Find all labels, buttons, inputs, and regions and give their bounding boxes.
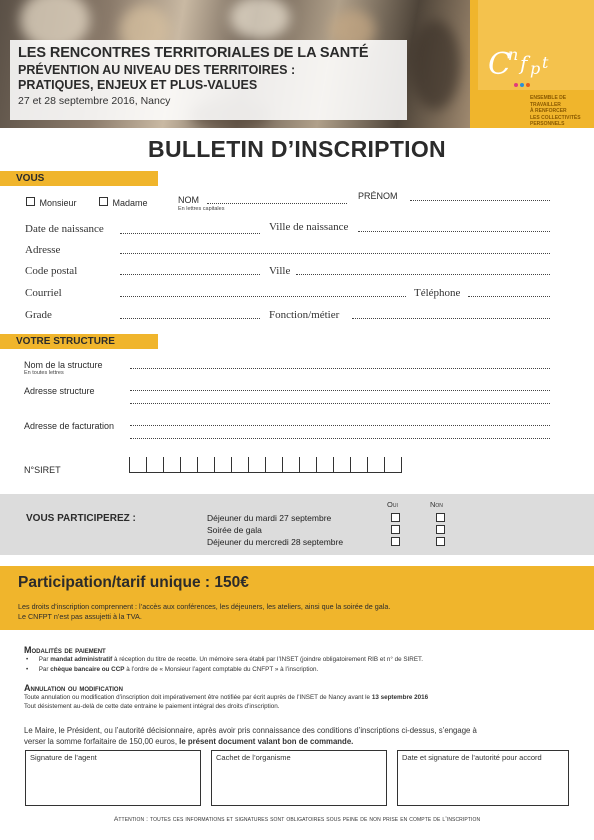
- ville-naissance-field[interactable]: [358, 231, 550, 232]
- signature-autorite-label: Date et signature de l’autorité pour accord: [402, 753, 542, 762]
- tarif-heading: Participation/tarif unique : 150€: [18, 574, 249, 591]
- adresse-facturation-field-2[interactable]: [130, 438, 550, 439]
- signature-agent-label: Signature de l’agent: [30, 753, 97, 762]
- logo-tagline: [530, 95, 590, 128]
- date-naissance-field[interactable]: [120, 233, 260, 234]
- oui-header: Oui: [387, 500, 398, 509]
- paiement-heading: Modalités de paiement: [24, 645, 106, 655]
- soiree-gala-label: Soirée de gala: [207, 525, 262, 535]
- nom-structure-label: Nom de la structure: [24, 360, 103, 370]
- ville-field[interactable]: [296, 274, 550, 275]
- ville-naissance-label: Ville de naissance: [269, 221, 349, 233]
- annulation-l1-pre: Toute annulation ou modification d’inscription doit impérativement être notifiée par écrit auprès de l’INSET de Nancy avant le: [24, 694, 372, 701]
- adresse-label: Adresse: [25, 244, 61, 256]
- monsieur-checkbox[interactable]: [26, 197, 35, 206]
- grade-field[interactable]: [120, 318, 260, 319]
- dejeuner-mardi-label: Déjeuner du mardi 27 septembre: [207, 513, 332, 523]
- dejeuner-mercredi-non-checkbox[interactable]: [436, 537, 445, 546]
- adresse-structure-field-1[interactable]: [130, 390, 550, 391]
- event-subtitle-2: PRATIQUES, ENJEUX ET PLUS-VALUES: [18, 78, 258, 92]
- section-structure: VOTRE STRUCTURE: [0, 334, 158, 349]
- nom-field[interactable]: [207, 203, 347, 204]
- madame-option[interactable]: [99, 193, 147, 211]
- paiement-b1-pre: Par: [38, 656, 51, 663]
- paiement-b1-bold: mandat administratif: [50, 656, 113, 663]
- nom-label: NOM: [178, 195, 199, 205]
- adresse-facturation-label: Adresse de facturation: [24, 421, 115, 431]
- paiement-b1-post: à réception du titre de recette. Un mémoire sera établi par l’INSET (joindre obligatoirement RIB et n° de SIRET.: [112, 656, 423, 663]
- ville-label: Ville: [269, 265, 291, 277]
- tagline-line: LES COLLECTIVITÉS: [530, 114, 581, 121]
- section-vous: VOUS: [0, 171, 158, 186]
- telephone-label: Téléphone: [414, 287, 461, 299]
- date-naissance-label: Date de naissance: [25, 223, 104, 235]
- signature-autorite-box[interactable]: [397, 750, 569, 806]
- engagement-l2-pre: verser la somme forfaitaire de 150,00 euros,: [24, 737, 180, 746]
- nom-structure-note: En toutes lettres: [24, 370, 64, 376]
- siret-label: N°SIRET: [24, 465, 61, 475]
- footer-warning: Attention : toutes ces informations et signatures sont obligatoires sous peine de non prise en compte de l’inscription: [113, 816, 481, 823]
- tagline-line: ENSEMBLE DE TRAVAILLER: [530, 95, 567, 108]
- monsieur-option[interactable]: [26, 193, 76, 211]
- event-title-box: [10, 40, 407, 120]
- tagline-line: PERSONNELS: [530, 121, 565, 127]
- paiement-bullet-2: • Par chèque bancaire ou CCP à l’ordre de « Monsieur l’agent comptable du CNFPT » à l’inscription.: [26, 666, 319, 673]
- annulation-line-2: Tout désistement au-delà de cette date entraine le paiement intégral des droits d’inscription.: [24, 703, 280, 710]
- event-dates: 27 et 28 septembre 2016, Nancy: [18, 95, 171, 107]
- code-postal-field[interactable]: [120, 274, 260, 275]
- engagement-line-2: [24, 737, 353, 746]
- paiement-b2-pre: Par: [38, 666, 51, 673]
- annulation-heading: Annulation ou modification: [24, 683, 123, 693]
- event-subtitle-1: PRÉVENTION AU NIVEAU DES TERRITOIRES :: [18, 63, 296, 77]
- soiree-gala-oui-checkbox[interactable]: [391, 525, 400, 534]
- courriel-label: Courriel: [25, 287, 62, 299]
- soiree-gala-non-checkbox[interactable]: [436, 525, 445, 534]
- prenom-field[interactable]: [410, 200, 550, 201]
- fonction-label: Fonction/métier: [269, 309, 340, 321]
- annulation-line-1: [24, 693, 589, 702]
- code-postal-label: Code postal: [25, 265, 78, 277]
- paiement-b2-post: à l’ordre de « Monsieur l’agent comptable du CNFPT » à l’inscription.: [124, 666, 319, 673]
- grade-label: Grade: [25, 309, 52, 321]
- cachet-organisme-box[interactable]: [211, 750, 387, 806]
- madame-label: Madame: [112, 198, 148, 208]
- adresse-field[interactable]: [120, 253, 550, 254]
- dejeuner-mardi-non-checkbox[interactable]: [436, 513, 445, 522]
- dejeuner-mercredi-oui-checkbox[interactable]: [391, 537, 400, 546]
- madame-checkbox[interactable]: [99, 197, 108, 206]
- page-title: BULLETIN D’INSCRIPTION: [148, 136, 446, 162]
- paiement-b2-bold: chèque bancaire ou CCP: [50, 666, 125, 673]
- courriel-field[interactable]: [120, 296, 406, 297]
- monsieur-label: Monsieur: [39, 198, 77, 208]
- tarif-band: [0, 566, 594, 630]
- cachet-organisme-label: Cachet de l’organisme: [216, 753, 291, 762]
- nom-note: En lettres capitales: [178, 206, 225, 212]
- tagline-line: À RENFORCER: [530, 108, 567, 114]
- adresse-structure-label: Adresse structure: [24, 386, 95, 396]
- cnfpt-logo: C n f p t: [488, 45, 553, 90]
- tarif-text-2: Le CNFPT n’est pas assujetti à la TVA.: [18, 612, 142, 621]
- telephone-field[interactable]: [468, 296, 550, 297]
- fonction-field[interactable]: [352, 318, 550, 319]
- signature-agent-box[interactable]: [25, 750, 201, 806]
- prenom-label: PRÉNOM: [358, 191, 398, 201]
- non-header: Non: [430, 500, 443, 509]
- engagement-l2-bold: le présent document valant bon de commande.: [179, 737, 354, 746]
- nom-structure-field[interactable]: [130, 368, 550, 369]
- adresse-structure-field-2[interactable]: [130, 403, 550, 404]
- tarif-text-1: Les droits d’inscription comprennent : l’accès aux conférences, les déjeuners, les ateliers, ainsi que la soirée de gala.: [18, 602, 391, 611]
- paiement-bullet-1: • Par mandat administratif à réception du titre de recette. Un mémoire sera établi par l’INSET (joindre obligatoirement RIB et n° de SIRET.: [26, 656, 423, 663]
- annulation-date: 13 septembre 2016: [371, 694, 429, 701]
- event-title: LES RENCONTRES TERRITORIALES DE LA SANTÉ: [18, 45, 369, 61]
- adresse-facturation-field-1[interactable]: [130, 425, 550, 426]
- dejeuner-mardi-oui-checkbox[interactable]: [391, 513, 400, 522]
- participation-label: VOUS PARTICIPEREZ :: [26, 513, 136, 524]
- engagement-line-1: Le Maire, le Président, ou l’autorité décisionnaire, après avoir pris connaissance des conditions d’inscriptions ci-dessus, s’engage à: [24, 726, 477, 735]
- dejeuner-mercredi-label: Déjeuner du mercredi 28 septembre: [207, 537, 344, 547]
